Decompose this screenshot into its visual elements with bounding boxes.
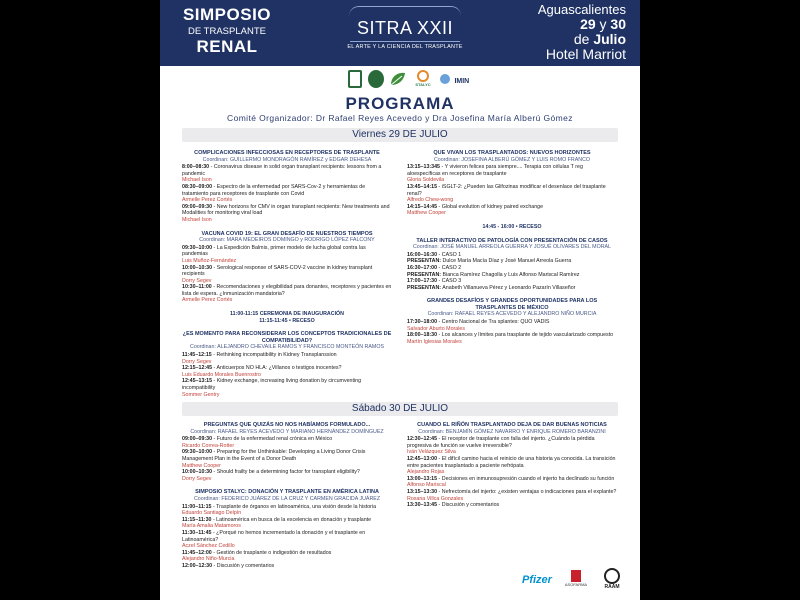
logo-arc [349, 6, 461, 16]
talk-title: - CASO 2 [437, 264, 462, 271]
session-coordinators: Coordinan: MARA MEDEIROS DOMINGO y RODRIGO LÓPEZ FALCONY [199, 237, 375, 244]
program-session [407, 422, 617, 509]
talk-item [182, 550, 392, 563]
talk-speaker: Armelle Perez Cortés [182, 297, 233, 304]
talk-time: 09:30–10:00 [182, 449, 213, 456]
talk-time: 17:30–18:00 [407, 319, 438, 326]
program-session [182, 231, 392, 305]
raam-mark [604, 568, 620, 584]
talk-item [407, 456, 617, 476]
break-note: 11:15-11:45 • RECESO [259, 317, 315, 324]
talk-time: 09:30–10:00 [182, 244, 213, 251]
talk-item [407, 332, 617, 345]
day-1-left-column [182, 150, 392, 405]
stalyc-logo-mark [417, 70, 429, 82]
talk-time: 14:15–14:45 [407, 203, 438, 210]
talk-time: 16:00–16:30 [407, 251, 438, 258]
sitra-title: SITRA XXII [356, 18, 454, 38]
imin-logo-mark [440, 74, 450, 84]
talk-item [407, 252, 617, 259]
sitra-tagline: EL ARTE Y LA CIENCIA DEL TRASPLANTE [347, 44, 463, 50]
society-logo [368, 70, 384, 88]
talk-title: - Espectro de la enfermedad por SARS-Cov-2 y herramientas de tratamiento para receptores de trasplante con Covid [182, 183, 366, 197]
talk-title: - CASO 3 [437, 278, 462, 285]
header-banner [160, 0, 640, 66]
talk-title: Anabeth Villanueva Pérez y Leonardo Pazarín Villaseñor [441, 284, 576, 291]
stalyc-logo [412, 70, 434, 88]
program-session [182, 311, 392, 324]
talk-speaker: Sommer Gentry [182, 391, 220, 398]
talk-item [182, 436, 392, 449]
talk-speaker: Aczel Sánchez Cedillo [182, 543, 235, 550]
institution-logos [348, 68, 468, 92]
talk-item [182, 184, 392, 204]
talk-title: - Should frailty be a determining factor for transplant eligibility? [212, 469, 360, 476]
talk-time: 18:00–18:30 [407, 332, 438, 339]
session-title: GRANDES DESAFÍOS Y GRANDES OPORTUNIDADES PARA LOS TRASPLANTES DE MÉXICO [426, 298, 598, 311]
talk-item [182, 164, 392, 184]
asofarma-text: ASOFARMA [564, 582, 588, 587]
talk-title: Dulce María Macía Díaz y José Manuel Arreola Guerra [441, 258, 572, 265]
talk-speaker: Gloria Soldevila [407, 177, 445, 184]
program-session [182, 422, 392, 482]
event-days [506, 17, 626, 32]
event-month-line [506, 32, 626, 47]
talk-item [182, 365, 392, 378]
header-renal: RENAL [196, 37, 258, 56]
day-2-right-column [407, 422, 617, 516]
talk-title: - Preparing for the Unthinkable: Developing a Living Donor Crisis Management Plan in the Event of a Donor Death [182, 449, 366, 462]
talk-title: - New horizons for CMV in organ transplant recipients: New treatments and Modalities for monitoring viral load [182, 203, 390, 217]
talk-item [182, 265, 392, 285]
talk-time: 11:15–11:30 [182, 516, 212, 523]
talk-title: - Discusión y comentarios [212, 562, 275, 569]
asofarma-logo [562, 570, 590, 587]
day-1-right-column [407, 150, 617, 352]
talk-time: 09:00–09:30 [182, 436, 213, 443]
talk-item [182, 378, 392, 398]
talk-speaker: María Amalia Matamoros [182, 523, 241, 530]
talk-time: 11:45–12:15 [182, 352, 212, 359]
talk-item [407, 272, 617, 279]
talk-speaker: Michael Ison [182, 177, 212, 184]
talk-speaker: Dorry Segev [182, 358, 212, 365]
talk-time: 11:00–11:15 [182, 503, 212, 510]
session-title: ¿ES MOMENTO PARA RECONSIDERAR LOS CONCEPTOS TRADICIONALES DE COMPATIBILIDAD? [182, 331, 392, 344]
talk-time: 10:00–10:30 [182, 264, 213, 271]
imin-logo [440, 70, 470, 88]
talk-item [407, 502, 617, 509]
talk-title: - Futuro de la enfermedad renal crónica en México [212, 436, 333, 443]
imin-logo-text: IMIN [454, 78, 470, 85]
session-coordinators: Coordinan: RAFAEL REYES ACEVEDO Y ALEJANDRO NIÑO MURCIA [427, 311, 597, 318]
talk-title: - Kidney exchange, increasing living donation by circumventing incompatibility [182, 378, 362, 391]
talk-item [182, 469, 392, 482]
talk-time: 12:00–12:30 [182, 562, 213, 569]
program-session [407, 298, 617, 345]
talk-speaker: Martín Iglesias Morales [407, 338, 462, 345]
talk-title: - CASO 1 [437, 251, 462, 258]
talk-title: - El difícil camino hacia el reinicio de una historia ya conocida. La transición entre pacientes trasplantado a paciente nefrópata [407, 455, 616, 469]
talk-time: 08:30–09:00 [182, 183, 213, 190]
talk-time: 10:30–11:00 [182, 284, 212, 291]
talk-time: 12:15–12:45 [182, 365, 213, 372]
organizing-committee: Comité Organizador: Dr Rafael Reyes Acevedo y Dra Josefina María Alberú Gómez [227, 113, 573, 123]
day-1-header: Viernes 29 DE JULIO [182, 128, 618, 142]
talk-title: - Y vivieron felices para siempre.... Terapia con células T reg aloespecíficas en receptores de trasplante [407, 164, 583, 177]
session-coordinators: Coordinan: FEDERICO JUÁREZ DE LA CRUZ Y CARMEN GRACIDA JUÁREZ [193, 495, 381, 502]
government-logo [348, 70, 362, 88]
talk-speaker: Alejandro Rojas [407, 469, 445, 476]
talk-title: - Decisiones en inmunosupresión cuando el injerto ha declinado su función [437, 475, 615, 482]
program-session [182, 489, 392, 569]
talk-item [407, 204, 617, 217]
talk-title: - Nefrectomía del injerto: ¿existen ventajas o indicaciones para el explante? [437, 488, 617, 495]
talk-time: 11:45–12:00 [182, 549, 212, 556]
talk-time: 12:45–13:15 [182, 378, 213, 385]
talk-item [407, 265, 617, 272]
talk-speaker: Alejandro Niño-Murcia [182, 556, 235, 563]
talk-item [182, 504, 392, 517]
talk-time: 17:00–17:30 [407, 278, 438, 285]
sponsor-logos [520, 568, 630, 598]
talk-time: 13:45–14:15 [407, 183, 438, 190]
talk-speaker: Matthew Cooper [182, 462, 221, 469]
talk-item [182, 352, 392, 365]
talk-time: 8:00–08:30 [182, 164, 210, 171]
talk-item [182, 530, 392, 550]
session-title: COMPLICACIONES INFECCIOSAS EN RECEPTORES DE TRASPLANTE [194, 150, 380, 156]
asofarma-mark [571, 570, 581, 582]
session-coordinators: Coordinan: GUILLERMO MONDRAGÓN RAMÍREZ y EDGAR DEHESA [202, 156, 372, 163]
talk-item [182, 449, 392, 469]
talk-time: 10:00–10:30 [182, 469, 213, 476]
session-title: VACUNA COVID 19: EL GRAN DESAFÍO DE NUESTROS TIEMPOS [201, 230, 373, 237]
talk-title: - Latinoamérica en busca de la excelencia en donación y trasplante [211, 516, 372, 523]
talk-title: Bianca Ramírez Chagolla y Luis Alfonso Mariscal Ramírez [441, 271, 580, 278]
talk-title: - Centro Nacional de Tra splantes: QUO VADIS [437, 319, 550, 326]
talk-time: PRESENTAN: [407, 271, 442, 278]
talk-speaker: Ricardo Correa-Rotter [182, 442, 235, 449]
talk-speaker: Iván Velázquez Silva [407, 449, 456, 456]
session-coordinators: Coordinan: ALEJANDRO CHEVAILE RAMOS Y FRANCISCO MONTEÓN RAMOS [190, 344, 384, 351]
talk-title: - Serological response of SARS-COV-2 vaccine in kidney transplant recipients [182, 264, 373, 278]
program-session [407, 238, 617, 292]
talk-time: 13:15–13:345 [407, 164, 440, 171]
talk-item [407, 278, 617, 285]
talk-time: PRESENTAN: [407, 258, 442, 265]
break-note: 14:45 - 16:00 • RECESO [482, 223, 542, 230]
talk-speaker: Eduardo Santiago Delpín [182, 510, 242, 517]
day-2-header: Sábado 30 DE JULIO [182, 402, 618, 416]
program-session [182, 150, 392, 224]
talk-item [407, 184, 617, 204]
talk-item [407, 476, 617, 489]
talk-speaker: Dorry Segev [182, 475, 212, 482]
raam-logo [598, 568, 626, 590]
talk-item [182, 245, 392, 265]
talk-time: 11:30–11:45 [182, 529, 212, 536]
talk-title: - iSGLT-2: ¿Pueden las Glifozinas modificar el desenlace del trasplante renal? [407, 183, 606, 197]
talk-time: 09:00–09:30 [182, 203, 213, 210]
talk-item [182, 284, 392, 304]
talk-title: - Recomendaciones y elegibilidad para donantes, receptores y pacientes en lista de espera. ¿Inmunización mandatoria? [182, 284, 392, 297]
talk-time: 13:30–13:45 [407, 502, 438, 509]
program-page [160, 0, 640, 600]
talk-time: 13:15–13:30 [407, 488, 438, 495]
talk-time: 13:00–13:15 [407, 475, 438, 482]
break-note: 11:00-11:15 CEREMONIA DE INAUGURACIÓN [229, 311, 344, 318]
session-title: CUANDO EL RIÑÓN TRASPLANTADO DEJA DE DAR BUENAS NOTICIAS [417, 422, 607, 428]
talk-title: - Los alcances y límites para trasplante de tejido vascularizado compuesto [437, 332, 614, 339]
talk-speaker: Dorry Segev [182, 277, 212, 284]
event-date-place [506, 2, 626, 62]
session-title: PREGUNTAS QUE QUIZÁS NO NOS HABÍAMOS FORMULADO... [203, 422, 371, 428]
talk-time: 12:30–12:45 [407, 436, 438, 443]
talk-speaker: Alfredo Chew-wong [407, 197, 454, 204]
talk-item [182, 204, 392, 224]
event-day-2: 30 [610, 16, 626, 32]
talk-item [182, 563, 392, 570]
program-session [407, 150, 617, 217]
stalyc-logo-text: STALYC [415, 82, 431, 87]
talk-item [407, 489, 617, 502]
talk-title: - Global evolution of kidney paired exchange [437, 203, 544, 210]
talk-title: - Gestión de trasplante o indigestión de resultados [211, 549, 332, 556]
event-venue: Hotel Marriot [545, 46, 626, 62]
talk-speaker: Salvador Aburto Morales [407, 325, 466, 332]
header-simposio: SIMPOSIO [182, 5, 272, 24]
talk-speaker: Armelle Perez Cortés [182, 197, 233, 204]
talk-speaker: Alfonso Mariscal [407, 482, 446, 489]
talk-speaker: Michael Ison [182, 216, 212, 223]
talk-item [407, 164, 617, 184]
event-days-connector: y [599, 16, 607, 32]
talk-speaker: Luis Muñoz-Fernández [182, 257, 237, 264]
event-city: Aguascalientes [537, 2, 626, 17]
raam-text: RAAM [604, 584, 620, 590]
session-title: TALLER INTERACTIVO DE PATOLOGÍA CON PRESENTACIÓN DE CASOS [416, 237, 608, 244]
talk-item [182, 517, 392, 530]
talk-time: PRESENTAN: [407, 284, 442, 291]
talk-item [407, 285, 617, 292]
talk-title: - Trasplante de órganos en latinoamérica, una visión desde la historia [211, 503, 377, 510]
symposium-name [160, 6, 294, 56]
talk-speaker: Matthew Cooper [407, 210, 446, 217]
sitra-logo [340, 6, 470, 50]
talk-speaker: Luis Eduardo Morales Buenrostro [182, 371, 261, 378]
event-month: Julio [593, 31, 626, 47]
header-de-trasplante: DE TRASPLANTE [188, 26, 266, 37]
talk-title: - El receptor de trasplante con falla del injerto. ¿Cuándo la pérdida progresiva de función se vuelve irreversible? [407, 436, 595, 449]
talk-item [407, 319, 617, 332]
talk-item [407, 258, 617, 265]
talk-title: - Anticuerpos NO HLA: ¿Villanos o testigos inocentes? [212, 365, 342, 372]
program-session [407, 224, 617, 231]
session-coordinators: Coordinan: JOSÉ MANUEL ARREOLA GUERRA Y JOSUÉ OLIVARES DEL MORAL [412, 244, 612, 251]
talk-item [407, 436, 617, 456]
session-coordinators: Coordinan: RAFAEL REYES ACEVEDO Y MARIANO HERNÁNDEZ DOMÍNGUEZ [190, 428, 384, 435]
logo-divider [350, 41, 460, 42]
talk-title: - ¿Porqué no hemos incrementado la donación y el trasplante en Latinoamérica? [182, 529, 366, 543]
event-day-1: 29 [580, 16, 596, 32]
talk-title: - La Expedición Balmis, primer modelo de lucha global contra las pandemias [182, 244, 366, 258]
session-title: QUE VIVAN LOS TRASPLANTADOS: NUEVOS HORIZONTES [433, 150, 591, 156]
talk-speaker: Roxana Villca Gonzales [407, 495, 464, 502]
session-coordinators: Coordinan: BENJAMÍN GÓMEZ NAVARRO Y ENRIQUE ROMERO BARANZINI [418, 428, 606, 435]
day-2-left-column [182, 422, 392, 576]
talk-title: - Coronavirus disease in solid organ transplant recipients: lessons from a pandemic [182, 164, 382, 177]
talk-title: - Discusión y comentarios [437, 502, 500, 509]
pfizer-logo: Pfizer [522, 574, 552, 586]
program-session [182, 331, 392, 398]
leaf-logo [388, 70, 408, 88]
talk-time: 12:45–13:00 [407, 455, 438, 462]
talk-time: 16:30–17:00 [407, 264, 438, 271]
session-coordinators: Coordinan: JOSEFINA ALBERÚ GÓMEZ Y LUIS ROMO FRANCO [433, 156, 591, 163]
page-title: PROGRAMA [345, 94, 455, 113]
event-month-prefix: de [573, 31, 590, 47]
session-title: SIMPOSIO STALYC: DONACIÓN Y TRASPLANTE EN AMÉRICA LATINA [195, 489, 379, 496]
talk-title: - Rethinking incompatibility in Kidney Transplanssion [211, 352, 337, 359]
